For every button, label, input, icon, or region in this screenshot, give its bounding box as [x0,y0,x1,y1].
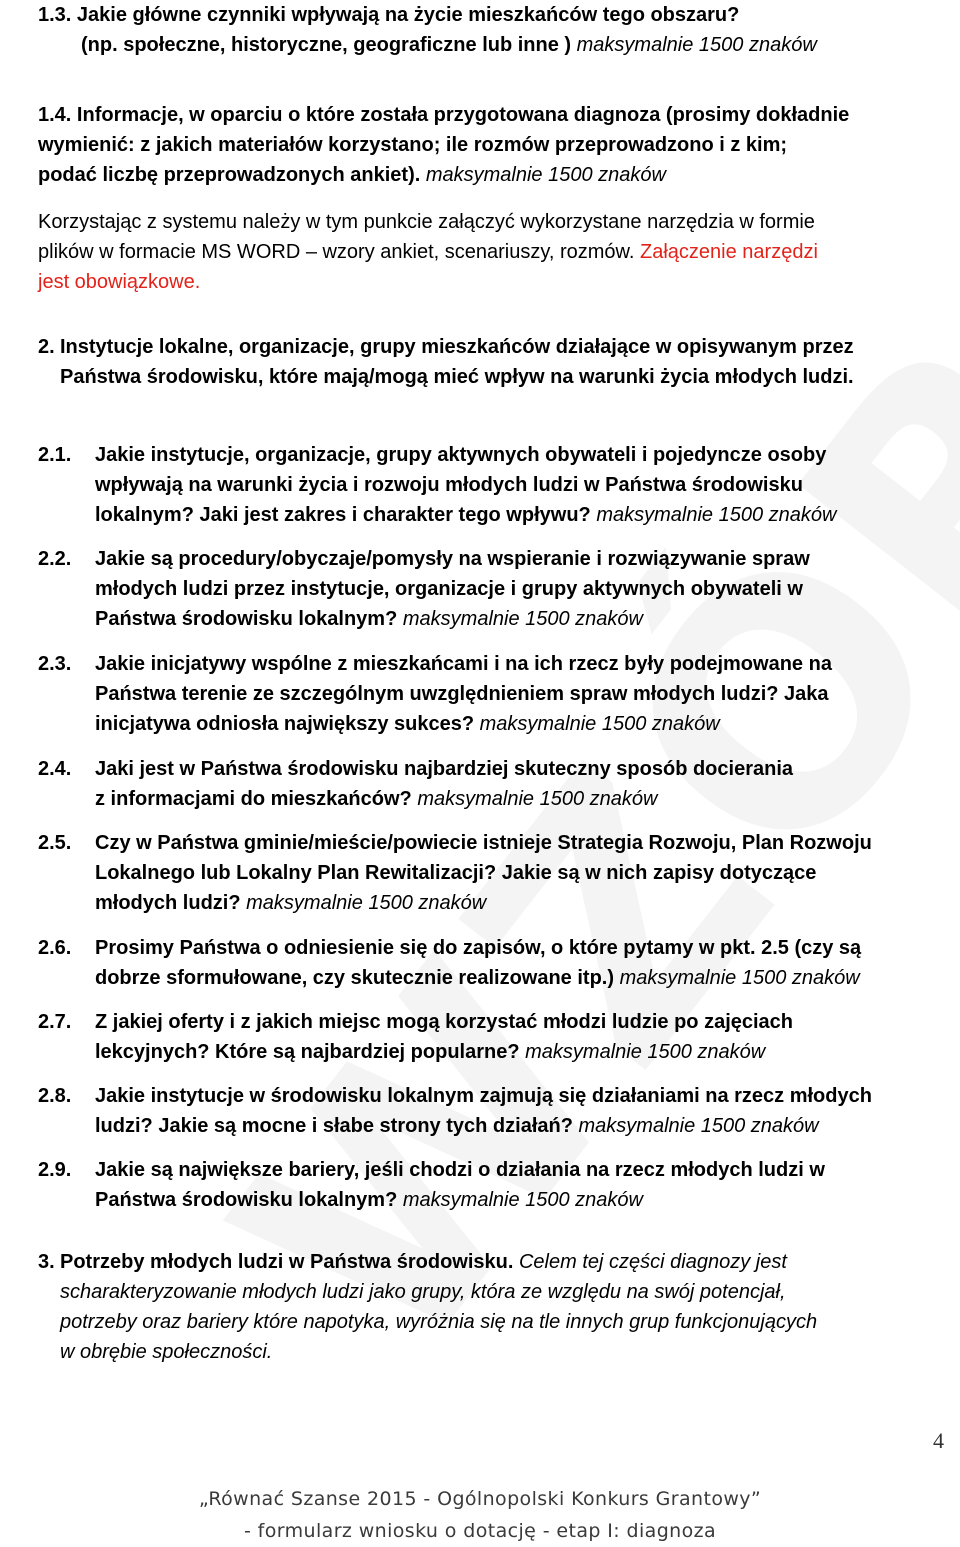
section-1-3 [38,0,938,60]
question-text-line: dobrze sformułowane, czy skutecznie realizowane itp.) [95,967,615,989]
question-text-line: Prosimy Państwa o odniesienie się do zapisów, o które pytamy w pkt. 2.5 (czy są [95,937,862,959]
mandatory-warning: Załączenie narzędzi [640,241,818,263]
section-text-line: wymienić: z jakich materiałów korzystano; ile rozmów przeprowadzono i z kim; [38,134,788,156]
question-number: 2.2. [38,548,72,570]
question-text-line: Jakie instytucje w środowisku lokalnym zajmują się działaniami na rzecz młodych [95,1085,872,1107]
question-text-line: Państwa środowisku lokalnym? [95,608,398,630]
question-text-line: wpływają na warunki życia i rozwoju młodych ludzi w Państwa środowisku [95,474,803,496]
question-text-line: Czy w Państwa gminie/mieście/powiecie istnieje Strategia Rozwoju, Plan Rozwoju [95,832,872,854]
question-text-line: inicjatywa odniosła największy sukces? [95,713,475,735]
question-number: 2.1. [38,444,72,466]
question-text-line: Państwa środowisku lokalnym? [95,1189,398,1211]
section-text-line: podać liczbę przeprowadzonych ankiet). [38,164,421,186]
max-chars-note: maksymalnie 1500 znaków [425,164,666,186]
attachment-note [38,207,958,297]
max-chars-note: maksymalnie 1500 znaków [479,713,720,735]
max-chars-note: maksymalnie 1500 znaków [525,1041,766,1063]
section-number: 3. [38,1251,55,1273]
section-number: 1.3. [38,4,72,26]
question-text-line: Jaki jest w Państwa środowisku najbardziej skuteczny sposób docierania [95,758,794,780]
section-text-line: Jakie główne czynniki wpływają na życie mieszkańców tego obszaru? [76,4,740,26]
max-chars-note: maksymalnie 1500 znaków [578,1115,819,1137]
question-number: 2.5. [38,832,72,854]
section-3-desc: scharakteryzowanie młodych ludzi jako grupy, która ze względu na swój potencjał, [60,1281,786,1303]
page-number: 4 [933,1428,944,1453]
question-text-line: lokalnym? Jaki jest zakres i charakter tego wpływu? [95,504,591,526]
section-text-line: Państwa środowisku, które mają/mogą mieć wpływ na warunki życia młodych ludzi. [60,366,854,388]
question-text-line: młodych ludzi? [95,892,241,914]
question-text-line: Jakie instytucje, organizacje, grupy aktywnych obywateli i pojedyncze osoby [95,444,827,466]
footer-line-1: „Równać Szanse 2015 - Ogólnopolski Konkurs Grantowy” [198,1488,762,1510]
max-chars-note: maksymalnie 1500 znaków [402,1189,643,1211]
attachment-line: plików w formacie MS WORD – wzory ankiet, scenariuszy, rozmów. [38,241,635,263]
question-number: 2.7. [38,1011,72,1033]
section-text-line: Informacje, w oparciu o które została przygotowana diagnoza (prosimy dokładnie [76,104,850,126]
question-text-line: Jakie są procedury/obyczaje/pomysły na wspieranie i rozwiązywanie spraw [95,548,810,570]
section-text-line: Instytucje lokalne, organizacje, grupy mieszkańców działające w opisywanym przez [60,336,854,358]
question-text-line: Państwa terenie ze szczególnym uwzględnieniem spraw młodych ludzi? Jaka [95,683,829,705]
section-number: 2. [38,336,55,358]
question-text-line: Jakie inicjatywy wspólne z mieszkańcami i na ich rzecz były podejmowane na [95,653,832,675]
max-chars-note: maksymalnie 1500 znaków [246,892,487,914]
max-chars-note: maksymalnie 1500 znaków [596,504,837,526]
footer-line-2: - formularz wniosku o dotację - etap I: diagnoza [243,1520,717,1542]
section-3-title: Potrzeby młodych ludzi w Państwa środowisku. [60,1251,514,1273]
question-number: 2.6. [38,937,72,959]
question-text-line: Z jakiej oferty i z jakich miejsc mogą korzystać młodzi ludzie po zajęciach [95,1011,794,1033]
question-text-line: Jakie są największe bariery, jeśli chodzi o działania na rzecz młodych ludzi w [95,1159,825,1181]
mandatory-warning: jest obowiązkowe. [38,271,201,293]
question-number: 2.4. [38,758,72,780]
question-text-line: lekcyjnych? Które są najbardziej popularne? [95,1041,520,1063]
section-3-desc: potrzeby oraz bariery które napotyka, wyróżnia się na tle innych grup funkcjonujących [60,1311,818,1333]
section-1-4 [38,100,958,190]
max-chars-note: maksymalnie 1500 znaków [402,608,643,630]
section-3-desc: w obrębie społeczności. [60,1341,273,1363]
section-number: 1.4. [38,104,72,126]
question-text-line: młodych ludzi przez instytucje, organizacje i grupy aktywnych obywateli w [95,578,803,600]
attachment-line: Korzystając z systemu należy w tym punkcie załączyć wykorzystane narzędzia w formie [38,211,815,233]
section-3-desc: Celem tej części diagnozy jest [518,1251,787,1273]
question-number: 2.9. [38,1159,72,1181]
question-text-line: z informacjami do mieszkańców? [95,788,412,810]
question-text-line: Lokalnego lub Lokalny Plan Rewitalizacji? Jakie są w nich zapisy dotyczące [95,862,817,884]
max-chars-note: maksymalnie 1500 znaków [417,788,658,810]
question-number: 2.8. [38,1085,72,1107]
question-text-line: ludzi? Jakie są mocne i słabe strony tych działań? [95,1115,579,1137]
section-text-line: (np. społeczne, historyczne, geograficzne lub inne ) [81,34,572,56]
question-number: 2.3. [38,653,72,675]
max-chars-note: maksymalnie 1500 znaków [619,967,860,989]
max-chars-note: maksymalnie 1500 znaków [576,34,817,56]
